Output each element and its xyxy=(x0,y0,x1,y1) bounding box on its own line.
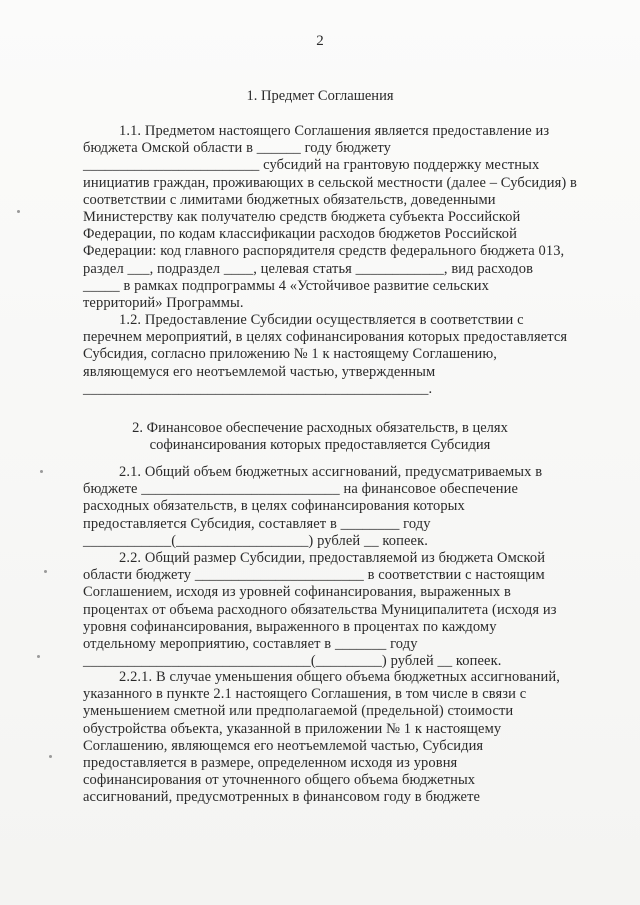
text-line xyxy=(83,278,611,295)
text-line xyxy=(83,295,611,312)
text-line xyxy=(83,567,611,584)
text-line xyxy=(83,653,611,670)
text-line-content: уровня софинансирования, выраженного в процентах по каждому xyxy=(83,618,497,635)
scan-speck xyxy=(37,655,40,658)
text-line xyxy=(83,772,611,789)
scan-speck xyxy=(40,470,43,473)
text-line-content: 1.2. Предоставление Субсидии осуществляется в соответствии с xyxy=(119,312,524,328)
text-line xyxy=(83,381,611,398)
text-line xyxy=(83,703,611,720)
text-line xyxy=(83,789,611,806)
section-1-title: 1. Предмет Соглашения xyxy=(246,88,394,104)
text-line-content: 2.2.1. В случае уменьшения общего объема бюджетных ассигнований, xyxy=(119,669,560,685)
text-line xyxy=(83,329,611,346)
text-line xyxy=(83,686,611,703)
text-line-content: соответствии с лимитами бюджетных обязательств, доведенными xyxy=(83,191,496,208)
text-line xyxy=(83,123,611,140)
text-line xyxy=(83,175,611,192)
text-line xyxy=(83,312,611,329)
text-line xyxy=(83,533,611,550)
text-line xyxy=(83,140,611,157)
text-line xyxy=(83,721,611,738)
text-line-content: отдельному мероприятию, составляет в _______ году xyxy=(83,636,418,653)
text-line-content: инициатив граждан, проживающих в сельской местности (далее – Субсидия) в xyxy=(83,174,577,191)
text-line xyxy=(83,261,611,278)
text-line xyxy=(83,226,611,243)
text-line xyxy=(83,243,611,260)
text-line-content: бюджета Омской области в ______ году бюджету xyxy=(83,140,391,157)
text-line xyxy=(83,669,611,686)
paragraph-2-1 xyxy=(83,464,611,550)
text-line-content: являющемуся его неотъемлемой частью, утвержденным xyxy=(83,363,436,380)
text-line xyxy=(83,209,611,226)
paragraph-2-2-1 xyxy=(83,669,611,807)
scan-speck xyxy=(44,570,47,573)
text-line-content: Министерству как получателю средств бюджета субъекта Российской xyxy=(83,209,521,226)
text-line xyxy=(83,738,611,755)
text-line xyxy=(83,584,611,601)
text-line xyxy=(83,755,611,772)
text-line xyxy=(83,498,611,515)
text-line-content: расходных обязательств, в целях софинансирования которых xyxy=(83,498,465,515)
text-line xyxy=(83,602,611,619)
scan-speck xyxy=(17,210,20,213)
text-line-content: предоставляется в размере, определенном исходя из уровня xyxy=(83,755,458,772)
text-line-content: уменьшением сметной или предполагаемой (предельной) стоимости xyxy=(83,703,514,720)
text-line xyxy=(83,192,611,209)
text-line-content: Соглашением, исходя из уровней софинансирования, выраженных в xyxy=(83,584,511,601)
text-line-content: ________________________ субсидий на грантовую поддержку местных xyxy=(83,157,540,174)
text-line-content: Субсидия, согласно приложению № 1 к настоящему Соглашению, xyxy=(83,346,498,363)
text-line xyxy=(83,550,611,567)
section-2-title-line-2: софинансирования которых предоставляется Субсидия xyxy=(149,437,491,453)
text-line xyxy=(83,346,611,363)
text-line xyxy=(83,516,611,533)
paragraph-2-2 xyxy=(83,550,611,670)
text-line-content: области бюджету _______________________ в соответствии с настоящим xyxy=(83,567,545,584)
text-line-content: софинансирования от уточненного общего объема бюджетных xyxy=(83,772,476,789)
text-line-content: _______________________________(_________) рублей __ копеек. xyxy=(83,653,502,670)
text-line-content: ассигнований, предусмотренных в финансовом году в бюджете xyxy=(83,789,481,806)
text-line-content: территорий» Программы. xyxy=(83,295,244,312)
section-2-title-line-1: 2. Финансовое обеспечение расходных обязательств, в целях xyxy=(132,420,508,436)
text-line-content: Соглашению, являющемся его неотъемлемой частью, Субсидия xyxy=(83,737,484,754)
text-line-content: процентах от объема расходного обязательства Муниципалитета (исходя из xyxy=(83,601,557,618)
text-line-content: ____________(__________________) рублей __ копеек. xyxy=(83,532,428,549)
text-line xyxy=(83,619,611,636)
text-line-content: _______________________________________________. xyxy=(83,380,433,397)
paragraph-1-2 xyxy=(83,312,611,398)
text-line xyxy=(83,464,611,481)
text-line-content: Федерации, по кодам классификации расходов бюджетов Российской xyxy=(83,226,517,243)
scan-speck xyxy=(49,755,52,758)
text-line-content: Федерации: код главного распорядителя средств федерального бюджета 013, xyxy=(83,243,565,260)
text-line-content: указанного в пункте 2.1 настоящего Соглашения, в том числе в связи с xyxy=(83,686,527,703)
text-line xyxy=(83,364,611,381)
text-line-content: _____ в рамках подпрограммы 4 «Устойчивое развитие сельских xyxy=(83,277,489,294)
text-line-content: обустройства объекта, указанной в приложении № 1 к настоящему xyxy=(83,720,502,737)
text-line xyxy=(83,636,611,653)
text-line xyxy=(83,157,611,174)
text-line-content: 1.1. Предметом настоящего Соглашения является предоставление из xyxy=(119,123,550,139)
text-line-content: 2.2. Общий размер Субсидии, предоставляемой из бюджета Омской xyxy=(119,550,546,566)
text-line-content: раздел ___, подраздел ____, целевая статья ____________, вид расходов xyxy=(83,260,534,277)
text-line-content: 2.1. Общий объем бюджетных ассигнований, предусматриваемых в xyxy=(119,464,543,480)
text-line-content: перечнем мероприятий, в целях софинансирования которых предоставляется xyxy=(83,329,568,346)
text-line-content: предоставляется Субсидия, составляет в ________ году xyxy=(83,515,431,532)
paragraph-1-1 xyxy=(83,123,611,312)
text-line-content: бюджете ___________________________ на финансовое обеспечение xyxy=(83,481,519,498)
page-number: 2 xyxy=(316,33,324,49)
text-line xyxy=(83,481,611,498)
